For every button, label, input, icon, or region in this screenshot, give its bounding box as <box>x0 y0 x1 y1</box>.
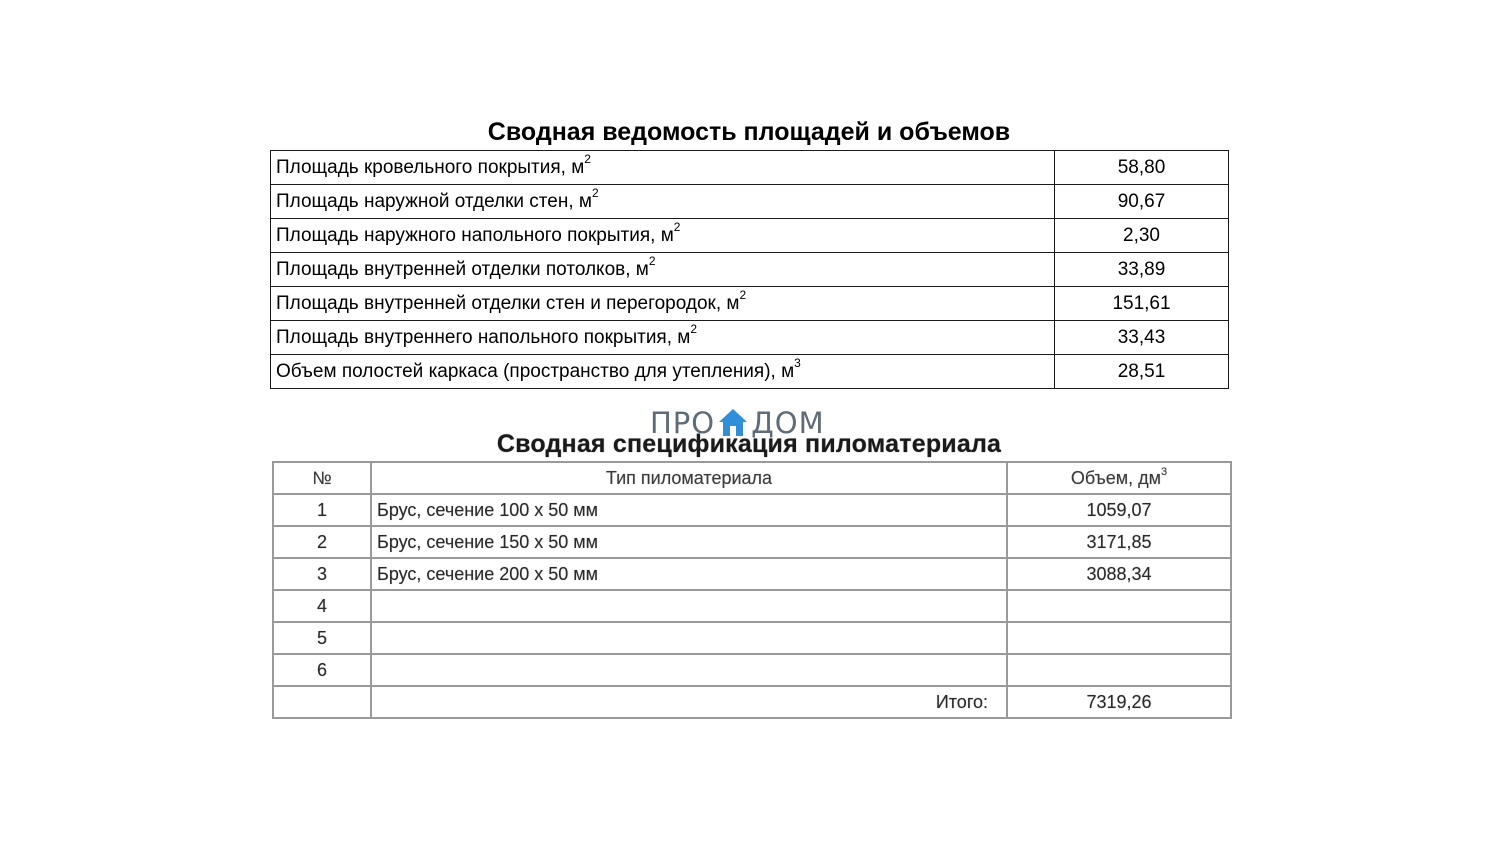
row-num: 4 <box>273 590 371 622</box>
row-type: Брус, сечение 150 х 50 мм <box>371 526 1007 558</box>
row-volume <box>1007 654 1231 686</box>
row-volume: 1059,07 <box>1007 494 1231 526</box>
row-type <box>371 654 1007 686</box>
area-label: Объем полостей каркаса (пространство для утепления), $м^3$ <box>271 355 1055 389</box>
area-label: Площадь внутреннего напольного покрытия, $м^2$ <box>271 321 1055 355</box>
watermark-left-text: ПРО <box>650 406 716 440</box>
area-value: 58,80 <box>1055 151 1229 185</box>
area-value: 33,43 <box>1055 321 1229 355</box>
table-row <box>271 287 1229 321</box>
area-value: 33,89 <box>1055 253 1229 287</box>
table-row <box>273 654 1231 686</box>
row-volume <box>1007 590 1231 622</box>
area-value: 28,51 <box>1055 355 1229 389</box>
table-row <box>271 185 1229 219</box>
row-num: 3 <box>273 558 371 590</box>
table-row <box>273 590 1231 622</box>
table-row <box>271 151 1229 185</box>
table-row <box>273 494 1231 526</box>
areas-title: Сводная ведомость площадей и объемов <box>487 118 1011 146</box>
lumber-table <box>272 461 1232 719</box>
row-num: 1 <box>273 494 371 526</box>
table-row <box>273 622 1231 654</box>
lumber-title: Сводная спецификация пиломатериала <box>496 430 1002 458</box>
row-volume: 3088,34 <box>1007 558 1231 590</box>
areas-table <box>270 150 1229 389</box>
area-label: Площадь наружного напольного покрытия, $м^2$ <box>271 219 1055 253</box>
table-total-row <box>273 686 1231 718</box>
row-type: Брус, сечение 100 х 50 мм <box>371 494 1007 526</box>
row-type <box>371 622 1007 654</box>
row-volume <box>1007 622 1231 654</box>
table-row <box>271 219 1229 253</box>
table-row <box>273 558 1231 590</box>
watermark-right-text: ДОМ <box>751 406 825 440</box>
header-type: Тип пиломатериала <box>371 462 1007 494</box>
table-row <box>271 253 1229 287</box>
area-value: 151,61 <box>1055 287 1229 321</box>
row-type: Брус, сечение 200 х 50 мм <box>371 558 1007 590</box>
area-label: Площадь наружной отделки стен, $м^2$ <box>271 185 1055 219</box>
table-row <box>273 526 1231 558</box>
table-row <box>271 355 1229 389</box>
row-num: 6 <box>273 654 371 686</box>
area-label: Площадь внутренней отделки потолков, $м^2$ <box>271 253 1055 287</box>
total-empty-cell <box>273 686 371 718</box>
total-label: Итого: <box>371 686 1007 718</box>
area-value: 90,67 <box>1055 185 1229 219</box>
header-num: № <box>273 462 371 494</box>
area-label: Площадь кровельного покрытия, $м^2$ <box>271 151 1055 185</box>
header-volume: Объем, $дм^3$ <box>1007 462 1231 494</box>
row-num: 2 <box>273 526 371 558</box>
row-volume: 3171,85 <box>1007 526 1231 558</box>
area-value: 2,30 <box>1055 219 1229 253</box>
row-num: 5 <box>273 622 371 654</box>
table-header-row <box>273 462 1231 494</box>
table-row <box>271 321 1229 355</box>
row-type <box>371 590 1007 622</box>
area-label: Площадь внутренней отделки стен и перегородок, $м^2$ <box>271 287 1055 321</box>
total-value: 7319,26 <box>1007 686 1231 718</box>
